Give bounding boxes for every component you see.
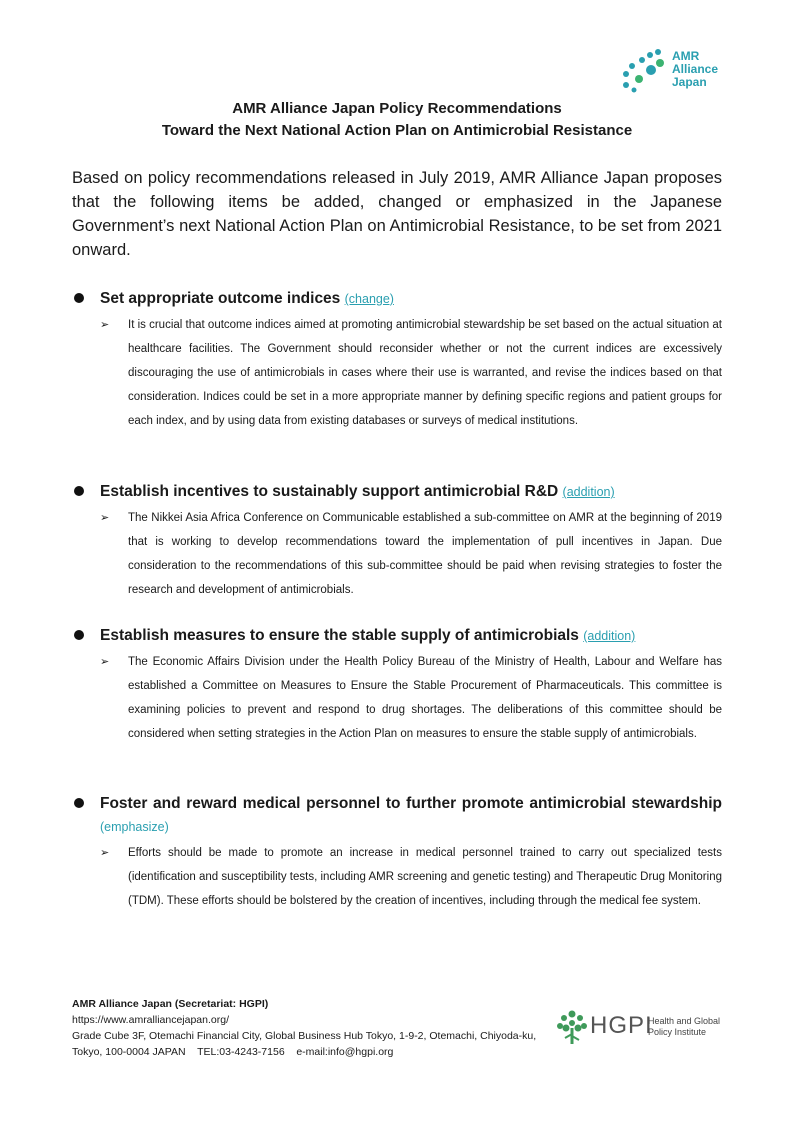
- section-body-text: The Nikkei Asia Africa Conference on Communicable established a sub-committee on AMR at the beginning of 2019 that is working to develop recommendations toward the implementation of pull incentives in Japan. Due consideration to the recommendations of this sub-committee should be paid when revising strategies to foster the research and development of antimicrobials.: [128, 512, 722, 596]
- section-body-text: It is crucial that outcome indices aimed at promoting antimicrobial stewardship be set based on the actual situation at healthcare facilities. The Government should reconsider whether or not the current indices are excessively discouraging the use of antimicrobials in cases where their use is warranted, and revise the indices based on that consideration. Indices could be set in a more appropriate manner by defining specific regions and patient groups for each index, and by using data from existing databases or surveys of medical institutions.: [128, 319, 722, 427]
- section-rd-incentives: [72, 480, 722, 602]
- bullet-icon: [74, 486, 84, 496]
- intro-paragraph: Based on policy recommendations released in July 2019, AMR Alliance Japan proposes that the following items be added, changed or emphasized in the Japanese Government’s next National Action Plan on Antimicrobial Resistance, to be set from 2021 onward.: [72, 169, 722, 259]
- hgpi-name-line-1: Health and Global: [648, 1016, 721, 1026]
- arrow-bullet-icon: ➢: [100, 847, 110, 859]
- section-stable-supply: [72, 624, 722, 746]
- hgpi-full-name: [648, 1016, 720, 1038]
- amr-alliance-logo: [620, 46, 730, 96]
- footer-address-1: Grade Cube 3F, Otemachi Financial City, Global Business Hub Tokyo, 1-9-2, Otemachi, Chiyoda-ku,: [72, 1030, 537, 1042]
- section-heading: [72, 792, 722, 839]
- section-heading: [72, 624, 722, 648]
- footer: [72, 996, 536, 1060]
- tree-icon: [556, 1008, 588, 1046]
- section-body: [72, 841, 722, 913]
- addition-tag-link[interactable]: (addition): [562, 485, 615, 499]
- footer-url-link[interactable]: https://www.amralliancejapan.org/: [72, 1014, 229, 1026]
- hgpi-wordmark: HGPI: [590, 1012, 653, 1039]
- footer-address-2: Tokyo, 100-0004 JAPAN TEL:03-4243-7156 e-mail:info@hgpi.org: [72, 1046, 394, 1058]
- section-heading-text: Establish measures to ensure the stable supply of antimicrobials: [100, 627, 579, 644]
- section-body: [72, 506, 722, 602]
- footer-org: AMR Alliance Japan (Secretariat: HGPI): [72, 998, 269, 1010]
- emphasize-tag[interactable]: (emphasize): [100, 820, 169, 834]
- hgpi-logo: [556, 1008, 736, 1048]
- section-outcome-indices: [72, 287, 722, 433]
- section-heading-text: Set appropriate outcome indices: [100, 290, 341, 307]
- title-line-1: AMR Alliance Japan Policy Recommendations: [232, 100, 562, 117]
- bullet-icon: [74, 293, 84, 303]
- amr-logo-line-3: Japan: [672, 75, 707, 89]
- title-line-2: Toward the Next National Action Plan on Antimicrobial Resistance: [161, 122, 633, 139]
- section-medical-personnel: [72, 792, 722, 913]
- arrow-bullet-icon: ➢: [100, 656, 110, 668]
- section-heading-text: Foster and reward medical personnel to further promote antimicrobial stewardship: [100, 795, 722, 812]
- section-heading: [72, 287, 722, 311]
- arrow-bullet-icon: ➢: [100, 512, 110, 524]
- section-body-text: Efforts should be made to promote an increase in medical personnel trained to carry out specialized tests (identification and susceptibility tests, including AMR screening and genetic testing) and Therapeutic Drug Monitoring (TDM). These efforts should be bolstered by the creation of incentives, including through the medical fee system.: [128, 847, 722, 907]
- amr-logo-line-1: AMR: [672, 49, 700, 63]
- amr-logo-line-2: Alliance: [672, 62, 719, 76]
- change-tag-link[interactable]: (change): [344, 292, 394, 306]
- section-body: [72, 313, 722, 433]
- section-heading: [72, 480, 722, 504]
- arrow-bullet-icon: ➢: [100, 319, 110, 331]
- amr-dots-icon: [620, 48, 668, 94]
- addition-tag-link[interactable]: (addition): [583, 629, 636, 643]
- document-title: [72, 98, 722, 142]
- bullet-icon: [74, 630, 84, 640]
- section-body: [72, 650, 722, 746]
- section-body-text: The Economic Affairs Division under the Health Policy Bureau of the Ministry of Health, Labour and Welfare has established a Committee on Measures to Ensure the Stable Procurement of Pharmaceuticals. This committee is examining policies to prevent and respond to drug shortages. The deliberations of this committee should be considered when setting strategies in the Action Plan on measures to ensure the stable supply of antimicrobials.: [128, 656, 722, 740]
- section-heading-text: Establish incentives to sustainably support antimicrobial R&D: [100, 483, 559, 500]
- hgpi-name-line-2: Policy Institute: [648, 1027, 707, 1037]
- bullet-icon: [74, 798, 84, 808]
